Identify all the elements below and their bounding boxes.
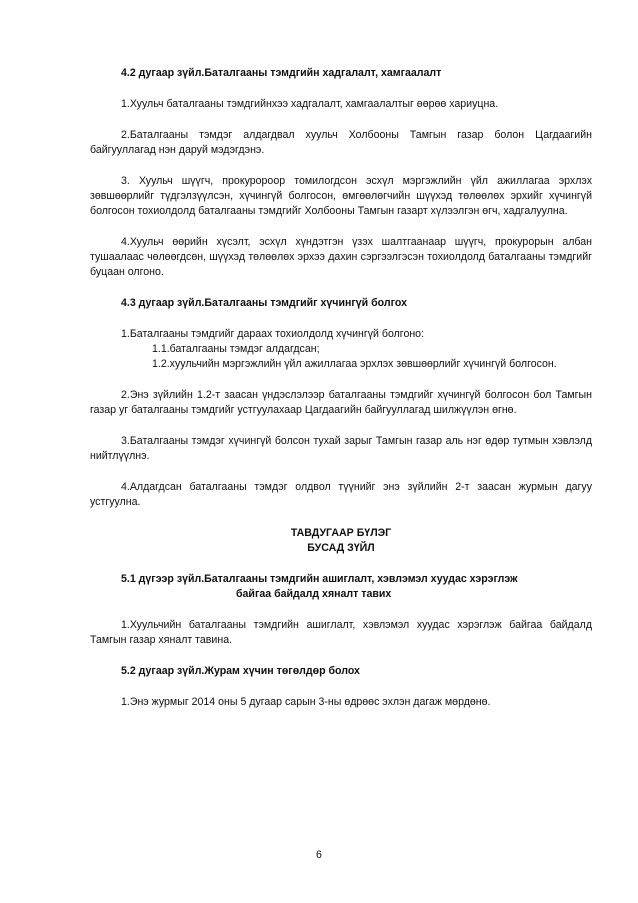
article-4-3-para-1: 1.Баталгааны тэмдгийг дараах тохиолдолд хүчингүй болгоно:: [121, 328, 425, 340]
chapter-subtitle: БУСАД ЗҮЙЛ: [307, 542, 375, 554]
article-4-3-para-3: 3.Баталгааны тэмдэг хүчингүй болсон тухай зарыг Тамгын газар аль нэг өдөр тутмын хэвлэлд нийтлүүлнэ.: [90, 435, 592, 462]
article-5-1-para-1: 1.Хуульчийн баталгааны тэмдгийн ашиглалт, хэвлэмэл хуудас хэрэглэж байгаа байдалд Тамгын газар хяналт тавина.: [90, 619, 592, 646]
article-4-2-para-3: 3. Хуульч шүүгч, прокуророор томилогдсон эсхүл мэргэжлийн үйл ажиллагаа эрхлэх зөвшөөрлийг түдгэлзүүлсэн, хүчингүй болгосон, өмгөөлөгчийн шүүхэд төлөөлөх эрхийг хүчингүй болгосон тохиолдолд баталгааны тэмдгийг Холбооны Тамгын газарт хүлээлгэн өгч, хадгалуулна.: [90, 175, 592, 217]
article-5-1-heading: [90, 572, 592, 602]
article-4-2-para-1: 1.Хуульч баталгааны тэмдгийнхээ хадгалалт, хамгаалалтыг өөрөө хариуцна.: [121, 98, 499, 110]
article-4-3-para-2: 2.Энэ зүйлийн 1.2-т заасан үндэслэлээр баталгааны тэмдгийг хүчингүй болгосон бол Тамгын газар уг баталгааны тэмдгийг устгуулахаар Цагдаагийн байгууллагад шилжүүлэн өгнө.: [90, 389, 592, 416]
chapter-title: ТАВДУГААР БҮЛЭГ: [290, 527, 392, 539]
article-4-2-heading: 4.2 дугаар зүйл.Баталгааны тэмдгийн хадгалалт, хамгаалалт: [121, 67, 442, 79]
article-4-3-para-4: 4.Алдагдсан баталгааны тэмдэг олдвол түүнийг энэ зүйлийн 2-т заасан журмын дагуу устгуулна.: [90, 481, 592, 508]
article-4-2-para-2: 2.Баталгааны тэмдэг алдагдвал хуульч Холбооны Тамгын газар болон Цагдаагийн байгууллагад нэн даруй мэдэгдэнэ.: [90, 129, 592, 156]
article-4-3-heading: 4.3 дугаар зүйл.Баталгааны тэмдгийг хүчингүй болгох: [121, 297, 407, 309]
page-number: 6: [316, 849, 322, 861]
article-4-3-item-1-2: 1.2.хуульчийн мэргэжлийн үйл ажиллагаа эрхлэх зөвшөөрлийг хүчингүй болгосон.: [152, 358, 557, 370]
article-4-3-item-1-1: 1.1.баталгааны тэмдэг алдагдсан;: [152, 343, 320, 355]
article-4-2-para-4: 4.Хуульч өөрийн хүсэлт, эсхүл хүндэтгэн үзэх шалтгаанаар шүүгч, прокурорын албан тушаалаас чөлөөгдсөн, шүүхэд төлөөлөх эрхээ дахин сэргээлгэсэн тохиолдолд баталгааны тэмдгийг буцаан олгоно.: [90, 236, 592, 278]
article-5-2-heading: 5.2 дугаар зүйл.Журам хүчин төгөлдөр болох: [121, 665, 360, 677]
article-5-1-heading-line-2: байгаа байдалд хяналт тавих: [236, 588, 392, 600]
article-5-1-heading-line-1: 5.1 дүгээр зүйл.Баталгааны тэмдгийн ашиглалт, хэвлэмэл хуудас хэрэглэж: [121, 573, 518, 585]
article-5-2-para-1: 1.Энэ журмыг 2014 оны 5 дугаар сарын 3-ны өдрөөс эхлэн дагаж мөрдөнө.: [121, 696, 491, 708]
